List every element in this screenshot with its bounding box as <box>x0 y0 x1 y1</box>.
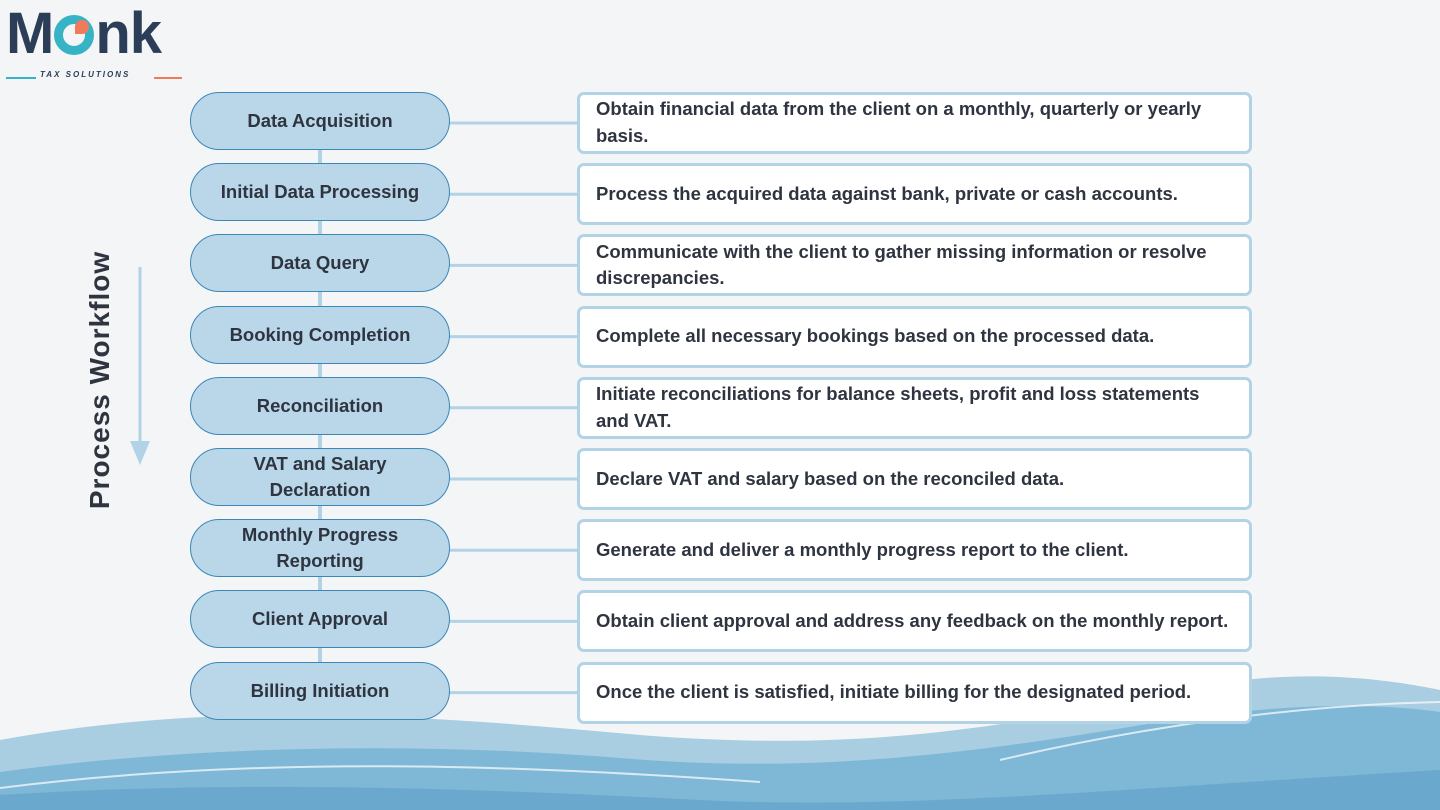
company-logo <box>6 1 186 84</box>
logo-o-icon <box>54 15 94 55</box>
step-description-vat-and-salary-declaration: Declare VAT and salary based on the reconciled data. <box>577 448 1252 510</box>
step-description-data-query: Communicate with the client to gather missing information or resolve discrepancies. <box>577 234 1252 296</box>
step-reconciliation: Reconciliation <box>190 377 450 435</box>
step-booking-completion: Booking Completion <box>190 306 450 364</box>
step-data-query: Data Query <box>190 234 450 292</box>
step-description-booking-completion: Complete all necessary bookings based on the processed data. <box>577 306 1252 368</box>
step-description-data-acquisition: Obtain financial data from the client on a monthly, quarterly or yearly basis. <box>577 92 1252 154</box>
step-billing-initiation: Billing Initiation <box>190 662 450 720</box>
logo-wordmark: M nk <box>6 1 162 66</box>
down-arrow-icon <box>128 265 152 470</box>
step-description-initial-data-processing: Process the acquired data against bank, private or cash accounts. <box>577 163 1252 225</box>
logo-line-right <box>154 77 182 79</box>
step-description-client-approval: Obtain client approval and address any feedback on the monthly report. <box>577 590 1252 652</box>
step-client-approval: Client Approval <box>190 590 450 648</box>
process-workflow-label: Process Workflow <box>84 250 115 510</box>
step-monthly-progress-reporting: Monthly Progress Reporting <box>190 519 450 577</box>
step-description-reconciliation: Initiate reconciliations for balance sheets, profit and loss statements and VAT. <box>577 377 1252 439</box>
logo-subtitle: TAX SOLUTIONS <box>40 70 131 79</box>
step-vat-and-salary-declaration: VAT and Salary Declaration <box>190 448 450 506</box>
step-data-acquisition: Data Acquisition <box>190 92 450 150</box>
step-description-monthly-progress-reporting: Generate and deliver a monthly progress report to the client. <box>577 519 1252 581</box>
step-initial-data-processing: Initial Data Processing <box>190 163 450 221</box>
step-description-billing-initiation: Once the client is satisfied, initiate billing for the designated period. <box>577 662 1252 724</box>
logo-line-left <box>6 77 36 79</box>
